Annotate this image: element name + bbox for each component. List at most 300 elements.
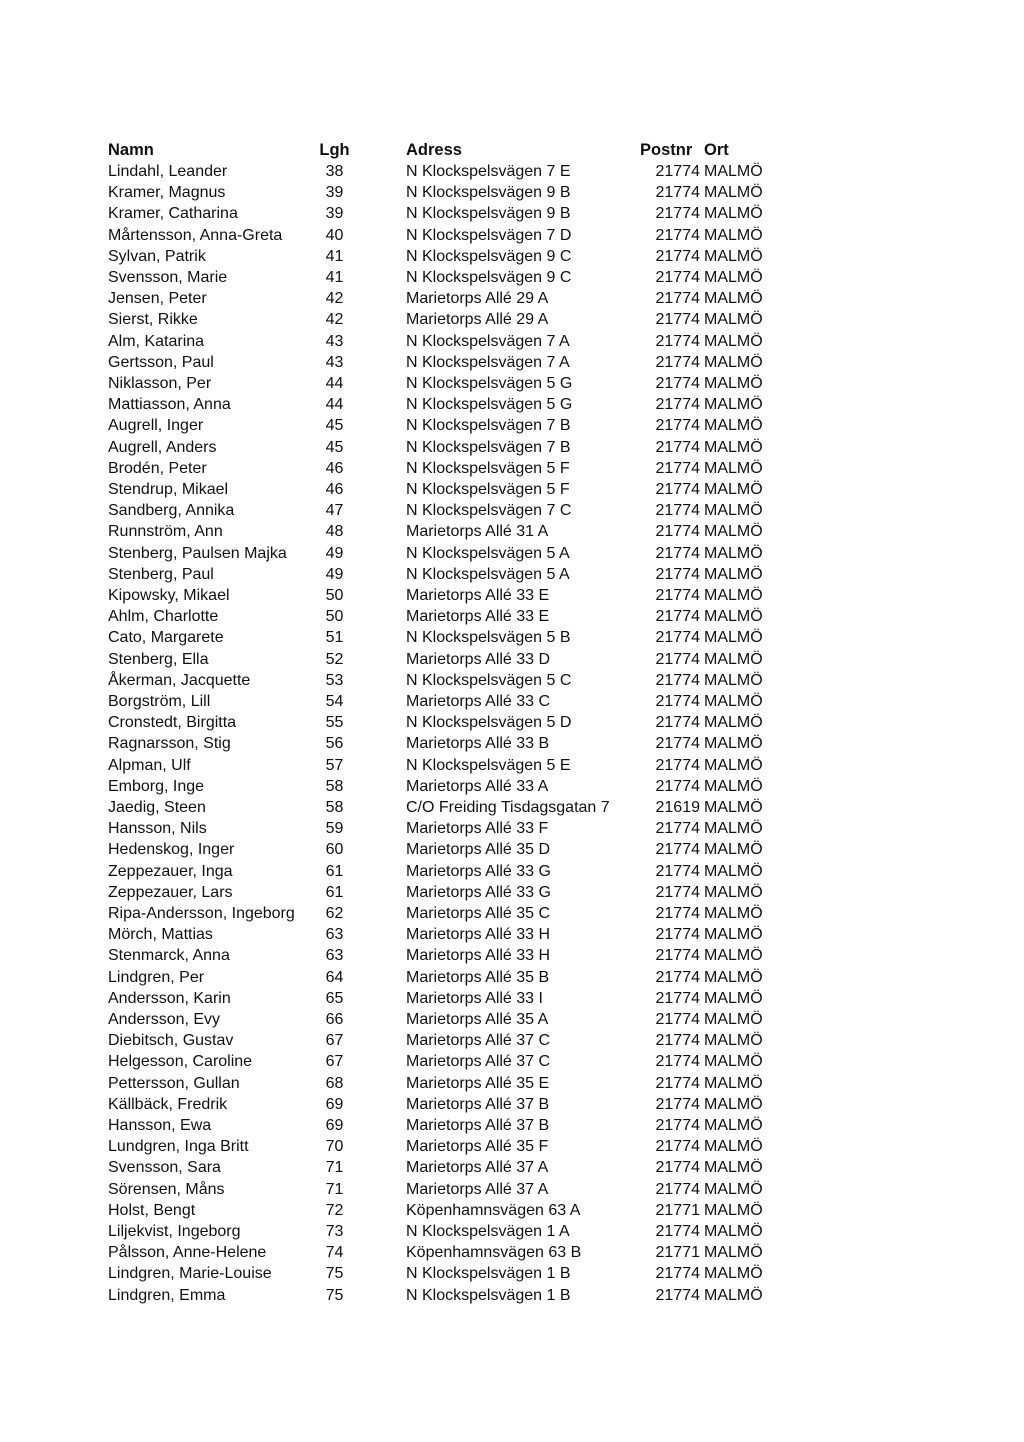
cell-ort: MALMÖ	[704, 714, 763, 732]
cell-lgh: 44	[325, 396, 344, 414]
table-row	[0, 1074, 1024, 1096]
table-row	[0, 628, 1024, 650]
cell-address: N Klockspelsvägen 7 C	[406, 502, 572, 520]
cell-address: Marietorps Allé 37 C	[406, 1053, 551, 1071]
cell-name: Hedenskog, Inger	[108, 841, 235, 859]
cell-postnr: 21774	[655, 905, 700, 922]
table-row	[0, 416, 1024, 438]
cell-postnr: 21774	[655, 1180, 700, 1198]
cell-name: Augrell, Inger	[108, 417, 204, 435]
cell-postnr: 21774	[655, 820, 700, 838]
cell-postnr: 21774	[655, 205, 700, 223]
cell-name: Augrell, Anders	[108, 438, 217, 456]
cell-name: Lundgren, Inga Britt	[108, 1138, 249, 1156]
cell-address: Köpenhamnsvägen 63 A	[406, 1201, 581, 1219]
table-row	[0, 1158, 1024, 1180]
cell-lgh: 39	[325, 184, 344, 202]
cell-ort: MALMÖ	[704, 1265, 763, 1283]
cell-ort: MALMÖ	[704, 1011, 763, 1028]
table-row	[0, 692, 1024, 714]
cell-postnr: 21774	[655, 481, 700, 498]
cell-postnr: 21774	[655, 1053, 700, 1071]
table-row	[0, 522, 1024, 544]
cell-ort: MALMÖ	[704, 1117, 763, 1134]
cell-lgh: 46	[325, 459, 344, 477]
cell-address: Marietorps Allé 33 H	[406, 947, 551, 965]
cell-lgh: 67	[325, 1032, 344, 1050]
cell-address: N Klockspelsvägen 1 A	[406, 1223, 570, 1240]
cell-lgh: 46	[325, 481, 344, 498]
cell-lgh: 41	[325, 269, 344, 286]
cell-lgh: 42	[325, 311, 344, 329]
table-row	[0, 904, 1024, 926]
table-row	[0, 1052, 1024, 1074]
table-row	[0, 819, 1024, 841]
cell-address: Marietorps Allé 33 F	[406, 820, 549, 838]
table-row	[0, 989, 1024, 1011]
cell-address: N Klockspelsvägen 7 A	[406, 353, 570, 371]
table-row	[0, 1031, 1024, 1053]
cell-postnr: 21774	[655, 862, 700, 880]
cell-address: Marietorps Allé 35 D	[406, 841, 551, 859]
table-row	[0, 183, 1024, 205]
cell-lgh: 63	[325, 947, 344, 965]
cell-name: Cato, Margarete	[108, 629, 224, 647]
cell-ort: MALMÖ	[704, 587, 763, 604]
table-row	[0, 713, 1024, 735]
table-row	[0, 586, 1024, 608]
cell-ort: MALMÖ	[704, 290, 763, 308]
cell-name: Stendrup, Mikael	[108, 481, 229, 498]
cell-name: Borgström, Lill	[108, 693, 211, 710]
cell-name: Andersson, Karin	[108, 989, 231, 1007]
cell-postnr: 21774	[655, 1117, 700, 1134]
cell-postnr: 21774	[655, 926, 700, 944]
cell-ort: MALMÖ	[704, 1074, 763, 1092]
cell-address: Marietorps Allé 33 C	[406, 693, 551, 710]
cell-lgh: 74	[325, 1244, 344, 1262]
cell-name: Svensson, Marie	[108, 269, 228, 286]
cell-postnr: 21774	[655, 968, 700, 986]
cell-postnr: 21774	[655, 1265, 700, 1283]
cell-address: N Klockspelsvägen 5 F	[406, 481, 570, 498]
table-row	[0, 1286, 1024, 1308]
cell-ort: MALMÖ	[704, 1138, 763, 1156]
cell-name: Helgesson, Caroline	[108, 1053, 253, 1071]
table-row	[0, 1010, 1024, 1032]
cell-postnr: 21774	[655, 290, 700, 308]
cell-ort: MALMÖ	[704, 481, 763, 498]
cell-address: Marietorps Allé 35 B	[406, 968, 550, 986]
cell-ort: MALMÖ	[704, 1053, 763, 1071]
table-row	[0, 438, 1024, 460]
cell-postnr: 21771	[655, 1244, 700, 1262]
column-header-postnr: Postnr	[640, 141, 693, 159]
cell-address: N Klockspelsvägen 5 C	[406, 671, 572, 689]
cell-address: C/O Freiding Tisdagsgatan 7	[406, 799, 610, 816]
cell-postnr: 21774	[655, 1095, 700, 1113]
cell-name: Sylvan, Patrik	[108, 247, 206, 265]
cell-lgh: 75	[325, 1286, 344, 1304]
cell-ort: MALMÖ	[704, 459, 763, 477]
cell-name: Zeppezauer, Lars	[108, 883, 233, 901]
cell-address: N Klockspelsvägen 5 B	[406, 629, 571, 647]
table-row	[0, 650, 1024, 672]
cell-ort: MALMÖ	[704, 1032, 763, 1050]
cell-lgh: 57	[325, 756, 344, 774]
cell-postnr: 21774	[655, 163, 700, 180]
cell-lgh: 59	[325, 820, 344, 838]
cell-postnr: 21774	[655, 375, 700, 392]
cell-ort: MALMÖ	[704, 205, 763, 223]
cell-postnr: 21774	[655, 247, 700, 265]
cell-lgh: 64	[325, 968, 344, 986]
cell-address: Marietorps Allé 35 C	[406, 905, 551, 922]
table-row	[0, 395, 1024, 417]
cell-lgh: 43	[325, 332, 344, 350]
column-header-lgh: Lgh	[319, 141, 350, 159]
cell-lgh: 40	[325, 226, 344, 244]
cell-postnr: 21774	[655, 523, 700, 541]
cell-lgh: 42	[325, 290, 344, 308]
cell-name: Cronstedt, Birgitta	[108, 714, 237, 732]
cell-address: Marietorps Allé 33 E	[406, 587, 550, 604]
cell-name: Ahlm, Charlotte	[108, 608, 219, 626]
cell-name: Sandberg, Annika	[108, 502, 235, 520]
cell-lgh: 45	[325, 417, 344, 435]
cell-postnr: 21774	[655, 671, 700, 689]
cell-ort: MALMÖ	[704, 269, 763, 286]
table-row	[0, 607, 1024, 629]
cell-ort: MALMÖ	[704, 841, 763, 859]
cell-address: N Klockspelsvägen 5 D	[406, 714, 572, 732]
cell-name: Sierst, Rikke	[108, 311, 198, 329]
cell-lgh: 52	[325, 650, 344, 668]
table-row	[0, 734, 1024, 756]
table-row	[0, 862, 1024, 884]
cell-postnr: 21774	[655, 459, 700, 477]
cell-postnr: 21774	[655, 311, 700, 329]
cell-name: Källbäck, Fredrik	[108, 1095, 228, 1113]
cell-ort: MALMÖ	[704, 1286, 763, 1304]
cell-postnr: 21774	[655, 587, 700, 604]
cell-lgh: 55	[325, 714, 344, 732]
cell-address: Marietorps Allé 35 A	[406, 1011, 549, 1028]
cell-ort: MALMÖ	[704, 693, 763, 710]
cell-lgh: 44	[325, 375, 344, 392]
cell-ort: MALMÖ	[704, 777, 763, 795]
cell-name: Alpman, Ulf	[108, 756, 191, 774]
table-row	[0, 1095, 1024, 1117]
table-row	[0, 1222, 1024, 1244]
cell-postnr: 21774	[655, 989, 700, 1007]
cell-ort: MALMÖ	[704, 1159, 763, 1177]
cell-postnr: 21774	[655, 883, 700, 901]
cell-postnr: 21774	[655, 693, 700, 710]
cell-lgh: 38	[325, 163, 344, 180]
cell-name: Holst, Bengt	[108, 1201, 196, 1219]
cell-name: Mörch, Mattias	[108, 926, 213, 944]
cell-name: Lindahl, Leander	[108, 163, 228, 180]
cell-postnr: 21774	[655, 1011, 700, 1028]
cell-ort: MALMÖ	[704, 311, 763, 329]
cell-name: Pettersson, Gullan	[108, 1074, 240, 1092]
cell-address: Marietorps Allé 35 E	[406, 1074, 550, 1092]
table-row	[0, 1137, 1024, 1159]
cell-address: N Klockspelsvägen 5 G	[406, 375, 573, 392]
table-row	[0, 1201, 1024, 1223]
cell-lgh: 58	[325, 799, 344, 816]
cell-postnr: 21774	[655, 502, 700, 520]
table-row	[0, 565, 1024, 587]
column-header-ort: Ort	[704, 141, 729, 159]
cell-ort: MALMÖ	[704, 353, 763, 371]
cell-postnr: 21774	[655, 184, 700, 202]
cell-postnr: 21774	[655, 629, 700, 647]
cell-lgh: 50	[325, 608, 344, 626]
cell-lgh: 51	[325, 629, 344, 647]
column-header-name: Namn	[108, 141, 154, 159]
table-row	[0, 1116, 1024, 1138]
cell-ort: MALMÖ	[704, 396, 763, 414]
cell-address: Marietorps Allé 33 H	[406, 926, 551, 944]
cell-postnr: 21774	[655, 269, 700, 286]
cell-address: Marietorps Allé 37 A	[406, 1180, 549, 1198]
cell-postnr: 21774	[655, 565, 700, 583]
table-row	[0, 332, 1024, 354]
table-row	[0, 459, 1024, 481]
cell-ort: MALMÖ	[704, 226, 763, 244]
cell-lgh: 63	[325, 926, 344, 944]
cell-lgh: 73	[325, 1223, 344, 1240]
cell-address: Marietorps Allé 29 A	[406, 311, 549, 329]
cell-name: Niklasson, Per	[108, 375, 212, 392]
cell-address: Marietorps Allé 37 B	[406, 1117, 550, 1134]
cell-lgh: 72	[325, 1201, 344, 1219]
cell-lgh: 71	[325, 1159, 344, 1177]
cell-name: Svensson, Sara	[108, 1159, 221, 1177]
table-row	[0, 1243, 1024, 1265]
cell-name: Jaedig, Steen	[108, 799, 206, 816]
cell-ort: MALMÖ	[704, 1095, 763, 1113]
cell-postnr: 21771	[655, 1201, 700, 1219]
table-row	[0, 162, 1024, 184]
cell-lgh: 49	[325, 544, 344, 562]
cell-address: Marietorps Allé 35 F	[406, 1138, 549, 1156]
cell-address: N Klockspelsvägen 7 E	[406, 163, 571, 180]
cell-postnr: 21774	[655, 756, 700, 774]
table-row	[0, 480, 1024, 502]
cell-ort: MALMÖ	[704, 332, 763, 350]
cell-lgh: 66	[325, 1011, 344, 1028]
cell-lgh: 69	[325, 1095, 344, 1113]
cell-lgh: 56	[325, 735, 344, 753]
table-row	[0, 777, 1024, 799]
cell-name: Ragnarsson, Stig	[108, 735, 231, 753]
cell-postnr: 21774	[655, 777, 700, 795]
cell-lgh: 70	[325, 1138, 344, 1156]
cell-address: Marietorps Allé 29 A	[406, 290, 549, 308]
cell-name: Stenberg, Paul	[108, 565, 214, 583]
cell-name: Andersson, Evy	[108, 1011, 221, 1028]
cell-address: Köpenhamnsvägen 63 B	[406, 1244, 582, 1262]
cell-name: Kramer, Magnus	[108, 184, 226, 202]
cell-ort: MALMÖ	[704, 883, 763, 901]
cell-name: Lindgren, Emma	[108, 1286, 226, 1304]
table-row	[0, 756, 1024, 778]
cell-ort: MALMÖ	[704, 989, 763, 1007]
cell-ort: MALMÖ	[704, 1244, 763, 1262]
cell-address: Marietorps Allé 37 B	[406, 1095, 550, 1113]
cell-name: Stenmarck, Anna	[108, 947, 230, 965]
cell-ort: MALMÖ	[704, 926, 763, 944]
cell-postnr: 21774	[655, 1138, 700, 1156]
cell-ort: MALMÖ	[704, 375, 763, 392]
cell-address: N Klockspelsvägen 5 A	[406, 565, 570, 583]
cell-name: Pålsson, Anne-Helene	[108, 1244, 267, 1262]
cell-address: Marietorps Allé 33 B	[406, 735, 550, 753]
cell-lgh: 68	[325, 1074, 344, 1092]
cell-ort: MALMÖ	[704, 544, 763, 562]
cell-lgh: 75	[325, 1265, 344, 1283]
cell-postnr: 21774	[655, 1159, 700, 1177]
cell-lgh: 49	[325, 565, 344, 583]
cell-ort: MALMÖ	[704, 163, 763, 180]
cell-ort: MALMÖ	[704, 565, 763, 583]
cell-name: Liljekvist, Ingeborg	[108, 1223, 241, 1240]
cell-ort: MALMÖ	[704, 1201, 763, 1219]
cell-postnr: 21619	[655, 799, 700, 816]
cell-name: Jensen, Peter	[108, 290, 207, 308]
table-row	[0, 1180, 1024, 1202]
cell-postnr: 21774	[655, 714, 700, 732]
cell-name: Emborg, Inge	[108, 777, 205, 795]
table-row	[0, 840, 1024, 862]
cell-postnr: 21774	[655, 1032, 700, 1050]
cell-name: Stenberg, Paulsen Majka	[108, 544, 287, 562]
table-row	[0, 501, 1024, 523]
table-header	[0, 140, 1024, 162]
cell-address: N Klockspelsvägen 5 E	[406, 756, 571, 774]
cell-name: Hansson, Nils	[108, 820, 207, 838]
cell-address: N Klockspelsvägen 1 B	[406, 1265, 571, 1283]
table-row	[0, 310, 1024, 332]
cell-address: Marietorps Allé 33 G	[406, 883, 551, 901]
cell-address: N Klockspelsvägen 5 G	[406, 396, 573, 414]
cell-ort: MALMÖ	[704, 523, 763, 541]
cell-name: Alm, Katarina	[108, 332, 205, 350]
cell-name: Sörensen, Måns	[108, 1180, 225, 1198]
cell-name: Lindgren, Marie-Louise	[108, 1265, 272, 1283]
cell-name: Gertsson, Paul	[108, 353, 214, 371]
table-row	[0, 374, 1024, 396]
cell-address: N Klockspelsvägen 7 D	[406, 226, 572, 244]
cell-ort: MALMÖ	[704, 1180, 763, 1198]
cell-address: Marietorps Allé 37 A	[406, 1159, 549, 1177]
cell-lgh: 41	[325, 247, 344, 265]
cell-postnr: 21774	[655, 1286, 700, 1304]
cell-address: N Klockspelsvägen 7 A	[406, 332, 570, 350]
table-row	[0, 226, 1024, 248]
cell-ort: MALMÖ	[704, 799, 763, 816]
cell-ort: MALMÖ	[704, 968, 763, 986]
table-row	[0, 544, 1024, 566]
cell-address: Marietorps Allé 33 G	[406, 862, 551, 880]
cell-ort: MALMÖ	[704, 756, 763, 774]
cell-address: Marietorps Allé 33 D	[406, 650, 551, 668]
cell-ort: MALMÖ	[704, 502, 763, 520]
cell-name: Brodén, Peter	[108, 459, 207, 477]
cell-address: Marietorps Allé 33 A	[406, 777, 549, 795]
cell-lgh: 45	[325, 438, 344, 456]
cell-ort: MALMÖ	[704, 438, 763, 456]
cell-postnr: 21774	[655, 353, 700, 371]
cell-lgh: 60	[325, 841, 344, 859]
cell-ort: MALMÖ	[704, 862, 763, 880]
cell-ort: MALMÖ	[704, 905, 763, 922]
table-row	[0, 946, 1024, 968]
cell-postnr: 21774	[655, 650, 700, 668]
cell-ort: MALMÖ	[704, 608, 763, 626]
cell-lgh: 69	[325, 1117, 344, 1134]
cell-postnr: 21774	[655, 735, 700, 753]
cell-name: Ripa-Andersson, Ingeborg	[108, 905, 295, 922]
cell-name: Hansson, Ewa	[108, 1117, 212, 1134]
cell-name: Diebitsch, Gustav	[108, 1032, 234, 1050]
cell-ort: MALMÖ	[704, 650, 763, 668]
cell-postnr: 21774	[655, 1223, 700, 1240]
cell-lgh: 54	[325, 693, 344, 710]
cell-postnr: 21774	[655, 417, 700, 435]
cell-lgh: 61	[325, 862, 344, 880]
cell-name: Kramer, Catharina	[108, 205, 238, 223]
table-row	[0, 968, 1024, 990]
table-row	[0, 247, 1024, 269]
cell-postnr: 21774	[655, 544, 700, 562]
cell-lgh: 67	[325, 1053, 344, 1071]
cell-postnr: 21774	[655, 332, 700, 350]
cell-ort: MALMÖ	[704, 1223, 763, 1240]
table-row	[0, 925, 1024, 947]
cell-lgh: 47	[325, 502, 344, 520]
cell-lgh: 58	[325, 777, 344, 795]
cell-address: Marietorps Allé 31 A	[406, 523, 549, 541]
cell-name: Åkerman, Jacquette	[108, 671, 251, 689]
cell-lgh: 48	[325, 523, 344, 541]
cell-address: N Klockspelsvägen 7 B	[406, 438, 571, 456]
cell-postnr: 21774	[655, 226, 700, 244]
cell-postnr: 21774	[655, 1074, 700, 1092]
cell-address: Marietorps Allé 37 C	[406, 1032, 551, 1050]
cell-lgh: 43	[325, 353, 344, 371]
cell-postnr: 21774	[655, 947, 700, 965]
cell-name: Mårtensson, Anna-Greta	[108, 226, 283, 244]
cell-name: Mattiasson, Anna	[108, 396, 231, 414]
table-row	[0, 289, 1024, 311]
cell-address: N Klockspelsvägen 9 C	[406, 269, 572, 286]
cell-ort: MALMÖ	[704, 735, 763, 753]
cell-ort: MALMÖ	[704, 247, 763, 265]
cell-postnr: 21774	[655, 396, 700, 414]
cell-ort: MALMÖ	[704, 184, 763, 202]
cell-lgh: 50	[325, 587, 344, 604]
cell-lgh: 53	[325, 671, 344, 689]
cell-name: Kipowsky, Mikael	[108, 587, 230, 604]
cell-address: N Klockspelsvägen 5 F	[406, 459, 570, 477]
cell-ort: MALMÖ	[704, 671, 763, 689]
cell-address: Marietorps Allé 33 E	[406, 608, 550, 626]
cell-address: N Klockspelsvägen 7 B	[406, 417, 571, 435]
